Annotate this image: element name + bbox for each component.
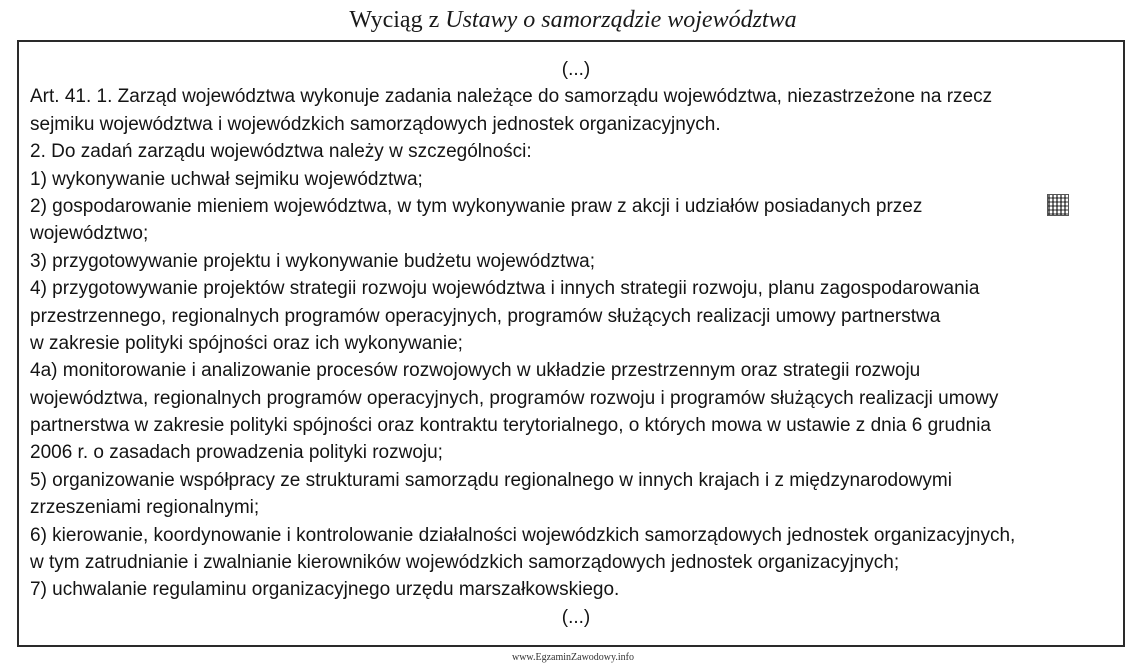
text-line: zrzeszeniami regionalnymi; (30, 497, 260, 519)
text-line: 4) przygotowywanie projektów strategii rozwoju województwa i innych strategii rozwoju, planu zagospodarowania (30, 278, 980, 300)
text-line: 5) organizowanie współpracy ze strukturami samorządu regionalnego w innych krajach i z międzynarodowymi (30, 469, 952, 491)
ellipsis-bottom: (...) (561, 606, 591, 628)
text-line: 2006 r. o zasadach prowadzenia polityki rozwoju; (30, 442, 443, 464)
title-act-name: Ustawy o samorządzie województwa (445, 7, 797, 33)
text-line: 4a) monitorowanie i analizowanie procesów rozwojowych w układzie przestrzennym oraz strategii rozwoju (30, 360, 921, 382)
text-line: partnerstwa w zakresie polityki spójności oraz kontraktu terytorialnego, o których mowa w ustawie z dnia 6 grudnia (30, 415, 992, 437)
ellipsis-top: (...) (561, 59, 591, 80)
text-line: 2. Do zadań zarządu województwa należy w szczególności: (30, 141, 532, 163)
text-line: 3) przygotowywanie projektu i wykonywanie budżetu województwa; (30, 250, 596, 272)
text-line: 2) gospodarowanie mieniem województwa, w tym wykonywanie praw z akcji i udziałów posiadanych przez (30, 195, 923, 217)
source-footer: www.EgzaminZawodowy.info (511, 652, 634, 663)
text-line: województwa, regionalnych programów operacyjnych, programów rozwoju i programów służących realizacji umowy (30, 387, 999, 409)
text-line: 1) wykonywanie uchwał sejmiku województwa; (30, 168, 423, 190)
text-line: w tym zatrudnianie i zwalnianie kierowników wojewódzkich samorządowych jednostek organizacyjnych; (30, 552, 900, 574)
text-line: województwo; (30, 223, 149, 245)
excerpt-text (30, 56, 1130, 631)
qr-code-icon (1047, 194, 1069, 216)
document-title (0, 5, 1146, 35)
text-line: 7) uchwalanie regulaminu organizacyjnego urzędu marszałkowskiego. (30, 579, 620, 601)
text-line: w zakresie polityki spójności oraz ich wykonywanie; (30, 332, 463, 354)
text-line: 6) kierowanie, koordynowanie i kontrolowanie działalności wojewódzkich samorządowych jednostek organizacyjnych, (30, 524, 1016, 546)
text-line: przestrzennego, regionalnych programów operacyjnych, programów służących realizacji umowy partnerstwa (30, 305, 941, 327)
text-line: sejmiku województwa i wojewódzkich samorządowych jednostek organizacyjnych. (30, 113, 721, 135)
title-prefix: Wyciąg z (349, 7, 446, 33)
text-line: Art. 41. 1. Zarząd województwa wykonuje zadania należące do samorządu województwa, niezastrzeżone na rzecz (30, 86, 993, 108)
